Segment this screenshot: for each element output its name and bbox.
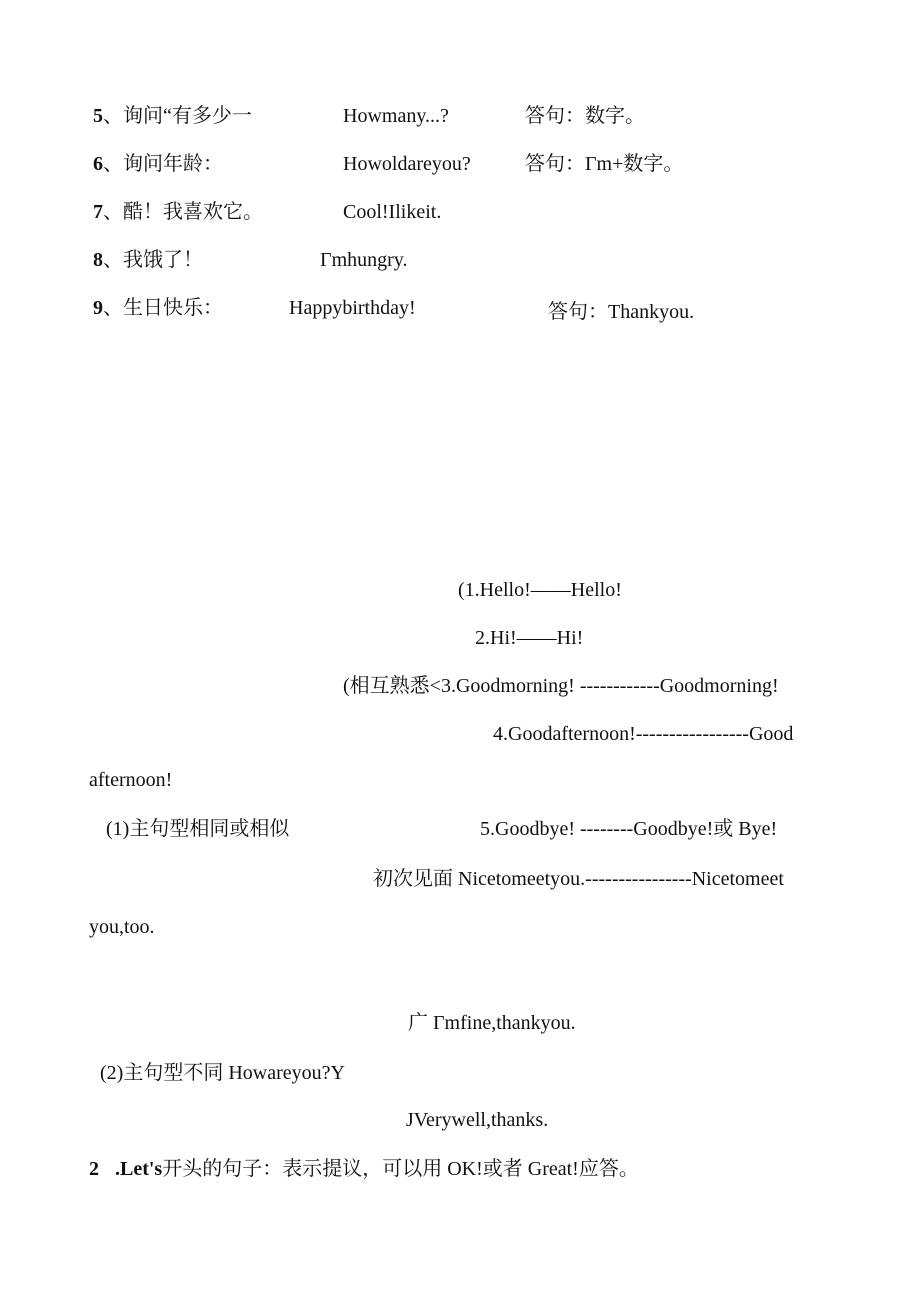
greeting-2: 2.Hi!——Hi! <box>475 627 584 649</box>
line-9-english: Happybirthday! <box>289 297 416 319</box>
greeting-6-continued: you,too. <box>89 916 155 938</box>
line-9-number: 9 <box>93 297 103 319</box>
line-6-answer: 答句：Γm+数字。 <box>525 153 684 175</box>
line-7-number: 7 <box>93 201 103 223</box>
line-9 <box>93 296 223 320</box>
lets-line <box>89 1157 639 1181</box>
line-5 <box>93 104 252 128</box>
line-9-answer: 答句：Thankyou. <box>548 301 695 323</box>
line-8-sep: 、 <box>103 249 123 271</box>
greeting-1: (1.Hello!——Hello! <box>458 579 622 601</box>
line-7-sep: 、 <box>103 201 123 223</box>
line-7-english: Cool!Ilikeit. <box>343 201 442 223</box>
line-5-english: Howmany...? <box>343 105 449 127</box>
how-are-you-reply-1: 广 Γmfine,thankyou. <box>408 1012 576 1034</box>
line-5-sep: 、 <box>103 105 123 127</box>
greeting-6: 初次见面 Nicetomeetyou.----------------Nicetomeet <box>373 868 784 890</box>
type-1-label: (1)主句型相同或相似 <box>106 818 290 840</box>
line-6-chinese: 询问年龄： <box>123 153 223 175</box>
line-6 <box>93 152 223 176</box>
line-5-answer: 答句：数字。 <box>525 105 645 127</box>
type-2-label: (2)主句型不同 Howareyou?Y <box>100 1062 345 1084</box>
line-7 <box>93 200 263 224</box>
line-8 <box>93 248 203 272</box>
lets-prefix: .Let's <box>115 1158 163 1180</box>
line-9-sep: 、 <box>103 297 123 319</box>
line-6-number: 6 <box>93 153 103 175</box>
line-7-chinese: 酷！我喜欢它。 <box>123 201 263 223</box>
lets-number: 2 <box>89 1158 99 1180</box>
line-8-number: 8 <box>93 249 103 271</box>
line-5-chinese: 询问“有多少一 <box>123 105 252 127</box>
line-8-chinese: 我饿了！ <box>123 249 203 271</box>
lets-rest: 开头的句子：表示提议，可以用 OK!或者 Great!应答。 <box>162 1158 639 1180</box>
greeting-4-continued: afternoon! <box>89 769 173 791</box>
line-5-number: 5 <box>93 105 103 127</box>
greeting-4: 4.Goodafternoon!-----------------Good <box>493 723 794 745</box>
line-8-english: Γmhungry. <box>320 249 408 271</box>
greeting-3: (相互熟悉<3.Goodmorning! ------------Goodmorning! <box>343 675 779 697</box>
line-9-chinese: 生日快乐： <box>123 297 223 319</box>
how-are-you-reply-2: JVerywell,thanks. <box>406 1109 549 1131</box>
greeting-5: 5.Goodbye! --------Goodbye!或 Bye! <box>480 818 778 840</box>
line-6-english: Howoldareyou? <box>343 153 471 175</box>
line-6-sep: 、 <box>103 153 123 175</box>
